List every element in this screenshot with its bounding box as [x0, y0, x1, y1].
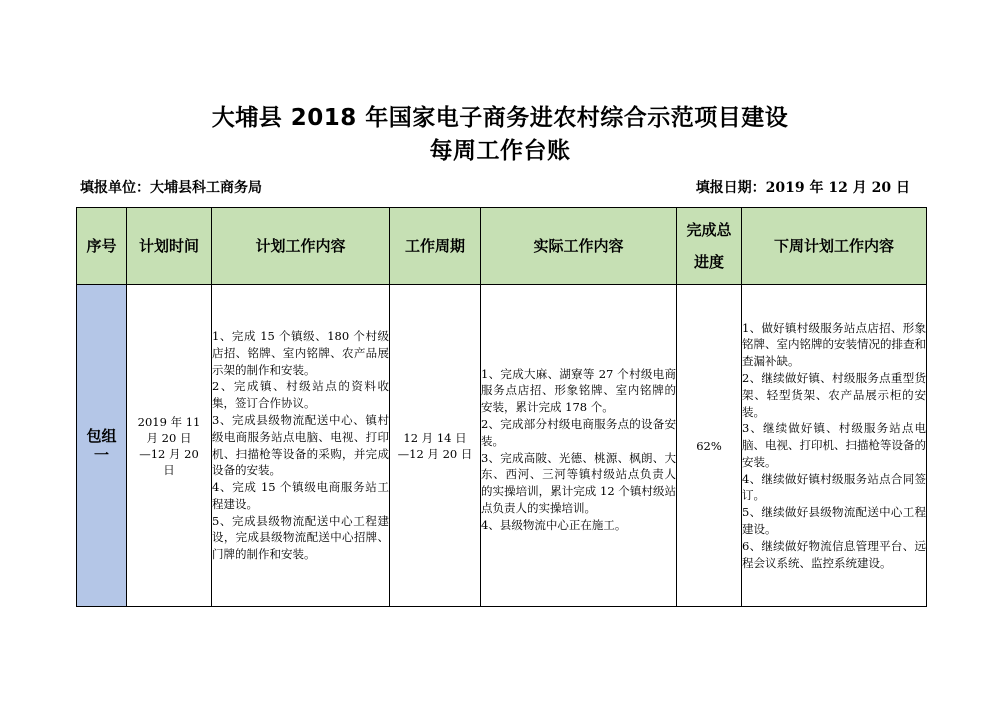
reporting-unit: 填报单位：大埔县科工商务局 — [80, 180, 262, 196]
actual-item: 2、完成部分村级电商服务点的设备安装。 — [481, 416, 676, 448]
header-seq: 序号 — [77, 208, 127, 285]
next-week-cell — [742, 285, 927, 607]
plan-time-line1: 2019 年 11 — [137, 414, 201, 429]
plan-item: 2、完成镇、村级站点的资料收集，签订合作协议。 — [212, 379, 389, 411]
next-item: 6、继续做好物流信息管理平台、远程会议系统、监控系统建设。 — [742, 538, 926, 570]
period-line1: 12 月 14 日 — [403, 430, 467, 445]
actual-content-cell — [481, 285, 677, 607]
plan-content-cell — [212, 285, 390, 607]
table-row — [77, 285, 927, 607]
period-cell — [390, 285, 481, 607]
progress-cell: 62% — [677, 285, 742, 607]
reporting-date: 填报日期：2019 年 12 月 20 日 — [695, 180, 910, 196]
next-item: 2、继续做好镇、村级服务点重型货架、轻型货架、农产品展示柜的安装。 — [742, 370, 926, 419]
header-plan-content: 计划工作内容 — [212, 208, 390, 285]
header-period: 工作周期 — [390, 208, 481, 285]
group-cell — [77, 285, 127, 607]
plan-item: 5、完成县级物流配送中心工程建设，完成县级物流配送中心招牌、门牌的制作和安装。 — [212, 513, 389, 562]
header-plan-time: 计划时间 — [127, 208, 212, 285]
actual-item: 3、完成高陂、光德、桃源、枫朗、大东、西河、三河等镇村级站点负责人的实操培训，累计完成 12 个镇村级站点负责人的实操培训。 — [481, 450, 676, 515]
group-label-line1: 包组 — [86, 426, 117, 445]
document-subtitle: 每周工作台账 — [429, 138, 571, 164]
header-actual-content: 实际工作内容 — [481, 208, 677, 285]
actual-item: 4、县级物流中心正在施工。 — [481, 517, 627, 532]
plan-item: 3、完成县级物流配送中心、镇村级电商服务站点电脑、电视、打印机、扫描枪等设备的采购，并完成设备的安装。 — [212, 412, 389, 478]
group-label-line2: 一 — [93, 445, 109, 464]
header-progress-line1: 完成总 — [686, 221, 732, 239]
plan-item: 1、完成 15 个镇级、180 个村级店招、铭牌、室内铭牌、农产品展示架的制作和安装。 — [212, 328, 389, 377]
next-item: 4、继续做好镇村级服务站点合同签订。 — [742, 471, 926, 503]
document-title: 大埔县 2018 年国家电子商务进农村综合示范项目建设 — [211, 105, 789, 131]
plan-time-line2: 月 20 日 — [146, 430, 192, 445]
actual-item: 1、完成大麻、湖寮等 27 个村级电商服务点店招、形象铭牌、室内铭牌的安装，累计完成 178 个。 — [481, 366, 676, 415]
table-header-row — [77, 208, 927, 285]
period-line2: —12 月 20 日 — [397, 446, 473, 461]
header-progress-line2: 进度 — [693, 253, 724, 271]
header-progress — [677, 208, 742, 285]
next-item: 3、继续做好镇、村级服务站点电脑、电视、打印机、扫描枪等设备的安装。 — [742, 421, 926, 469]
next-item: 5、继续做好县级物流配送中心工程建设。 — [742, 505, 926, 537]
plan-time-line3: —12 月 20 — [139, 446, 199, 461]
plan-item: 4、完成 15 个镇级电商服务站工程建设。 — [212, 480, 389, 511]
next-item: 1、做好镇村级服务站点店招、形象铭牌、室内铭牌的安装情况的排查和查漏补缺。 — [742, 320, 926, 369]
header-next-week: 下周计划工作内容 — [742, 208, 927, 285]
plan-time-cell — [127, 285, 212, 607]
plan-time-line4: 日 — [163, 462, 175, 477]
weekly-ledger-table — [76, 207, 927, 607]
